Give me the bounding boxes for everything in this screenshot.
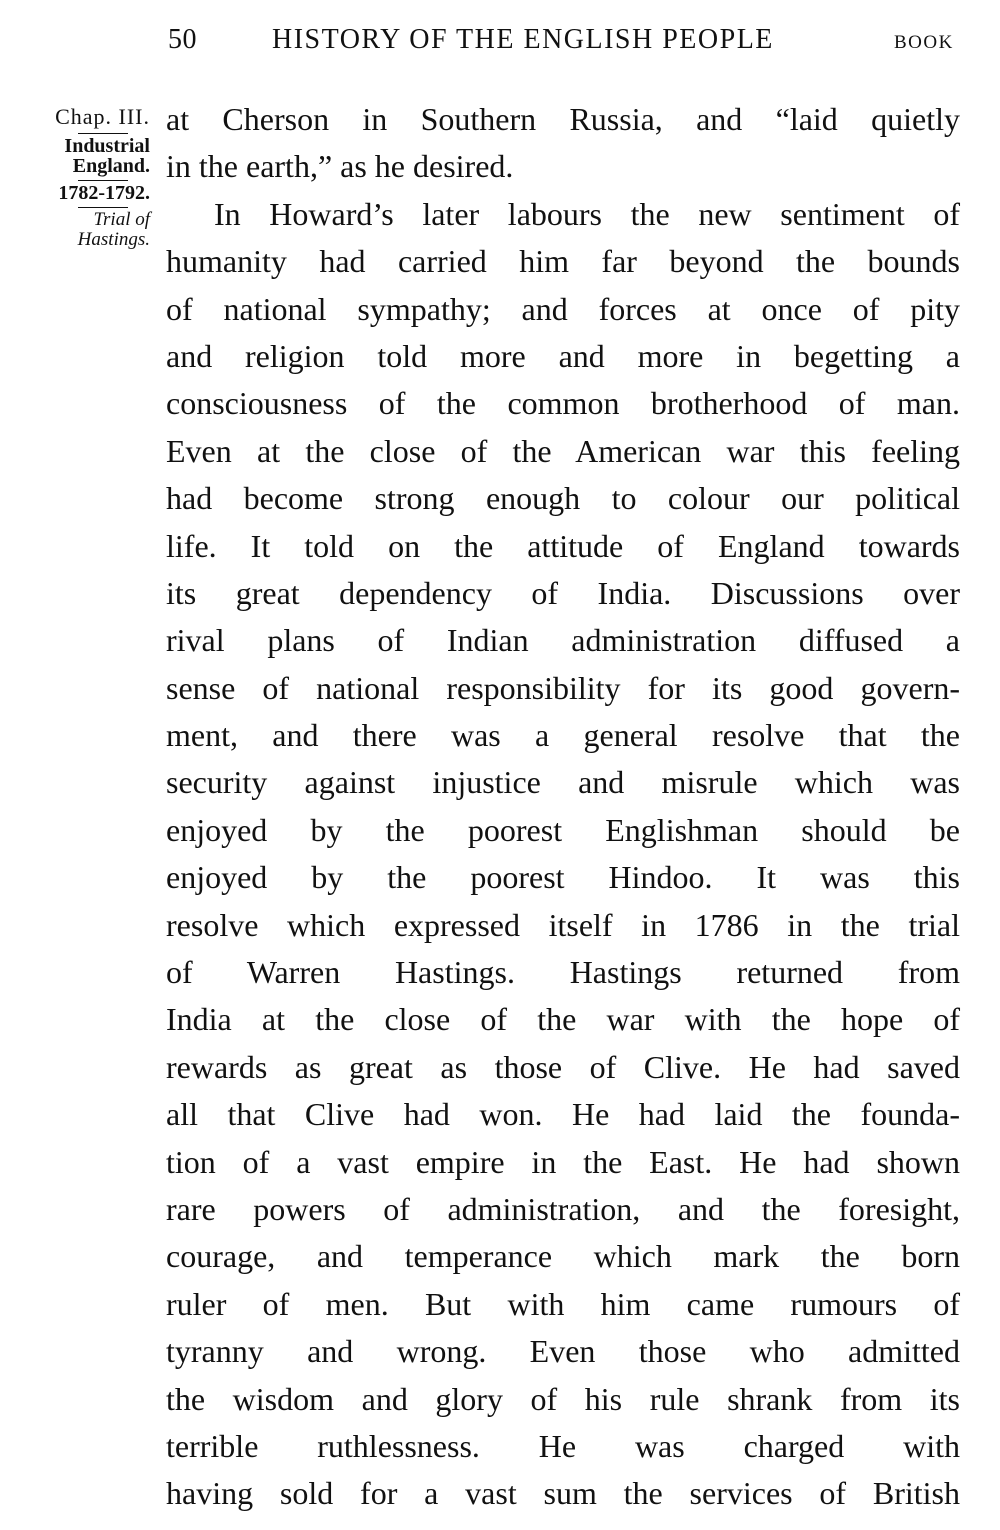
page-header [0,24,1000,64]
text-line: India at the close of the war with the hope of [166,1001,960,1038]
text-line: rare powers of administration, and the foresight, [166,1190,960,1227]
text-line: tion of a vast empire in the East. He had shown [166,1143,960,1180]
text-line: enjoyed by the poorest Hindoo. It was this [166,859,960,896]
margin-topic: Trial of Hastings. [77,209,150,250]
margin-section: Industrial England. [64,135,150,177]
text-line: enjoyed by the poorest Englishman should be [166,811,960,848]
text-line: tyranny and wrong. Even those who admitted [166,1333,960,1370]
text-line: security against injustice and misrule which was [166,764,960,801]
text-line: In Howard’s later labours the new sentiment of [214,195,960,232]
text-line: at Cherson in Southern Russia, and “laid quietly [166,101,960,137]
text-line: all that Clive had won. He had laid the founda- [166,1096,960,1133]
margin-notes [18,102,150,250]
text-line: terrible ruthlessness. He was charged with [166,1427,960,1464]
margin-dates: 1782-1792. [58,182,150,204]
running-title: HISTORY OF THE ENGLISH PEOPLE [272,24,774,55]
text-line: its great dependency of India. Discussions over [166,574,960,611]
text-line: having sold for a vast sum the services of British [166,1475,960,1512]
text-line: ruler of men. But with him came rumours of [166,1285,960,1322]
page-number: 50 [168,24,197,55]
text-line: sense of national responsibility for its good govern- [166,669,960,706]
margin-divider [78,207,128,208]
text-line: had become strong enough to colour our political [166,480,960,517]
text-line: consciousness of the common brotherhood of man. [166,385,960,422]
text-line: in the earth,” as he desired. [166,148,514,185]
margin-divider [78,133,128,134]
text-line: Even at the close of the American war this feeling [166,432,960,469]
text-line: life. It told on the attitude of England towards [166,527,960,564]
text-line: rival plans of Indian administration diffused a [166,622,960,659]
text-line: of national sympathy; and forces at once of pity [166,290,960,327]
text-line: of Warren Hastings. Hastings returned from [166,954,960,991]
margin-chapter: Chap. III. [55,104,150,129]
text-line: resolve which expressed itself in 1786 in the trial [166,906,960,943]
book-label: BOOK [894,32,954,53]
margin-divider [78,180,128,181]
text-line: ment, and there was a general resolve that the [166,717,960,754]
text-line: rewards as great as those of Clive. He had saved [166,1048,960,1085]
text-line: the wisdom and glory of his rule shrank from its [166,1380,960,1417]
text-line: courage, and temperance which mark the born [166,1238,960,1275]
text-line: humanity had carried him far beyond the bounds [166,243,960,280]
body-text [166,96,960,1518]
text-line: and religion told more and more in begetting a [166,337,960,374]
